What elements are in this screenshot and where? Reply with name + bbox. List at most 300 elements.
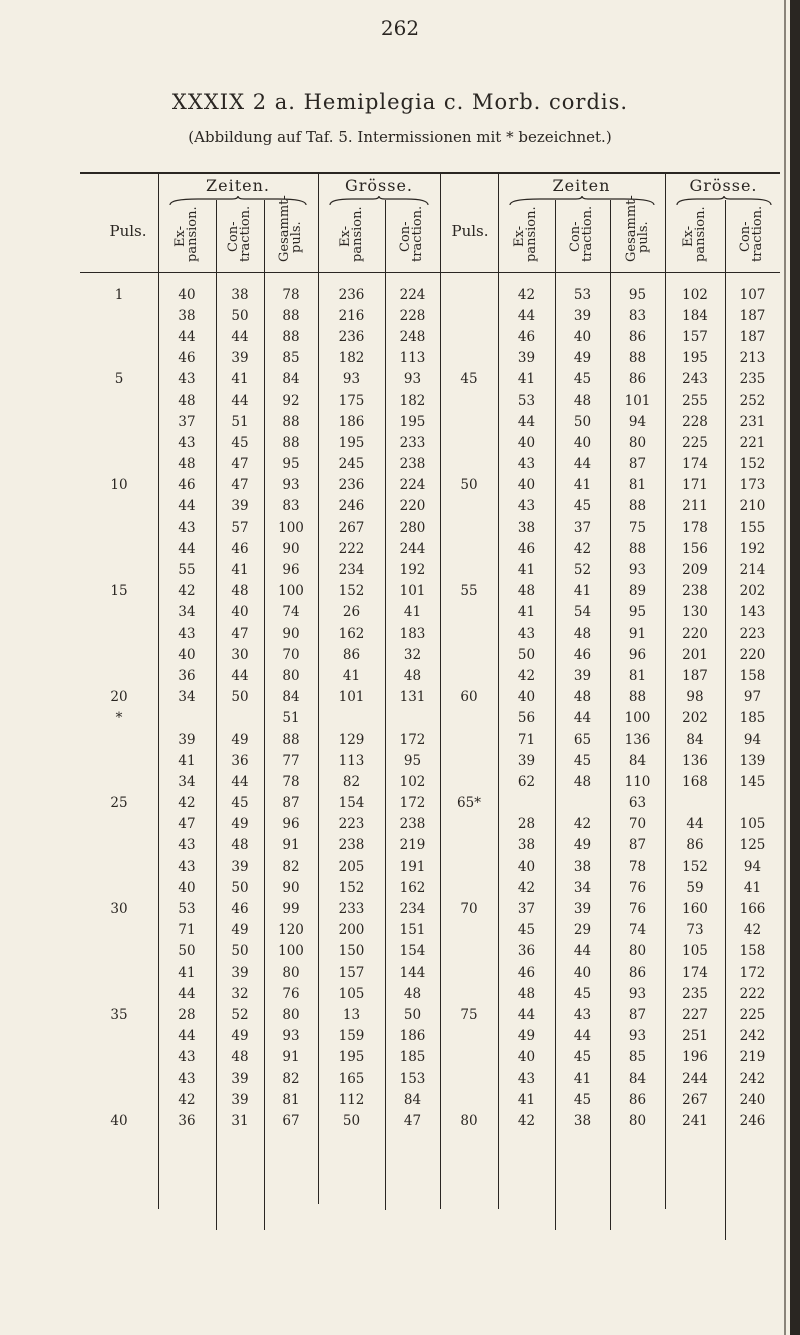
table-cell: 101: [338, 689, 365, 706]
table-row: [80, 920, 780, 941]
table-cell: 44: [178, 498, 196, 515]
puls-index-cell: 55: [460, 583, 478, 600]
puls-index-cell: [440, 729, 498, 750]
table-cell: 41: [517, 371, 536, 388]
puls-index-cell: [80, 877, 158, 898]
table-row: [80, 475, 780, 496]
table-cell: 80: [628, 1112, 647, 1129]
table-cell: 95: [403, 752, 422, 769]
table-cell: 267: [682, 1091, 708, 1108]
table-cell: 38: [517, 519, 536, 536]
table-cell: 49: [573, 350, 592, 367]
table-cell: 43: [517, 498, 536, 515]
table-cell: 96: [282, 562, 300, 579]
puls-index-cell: [440, 962, 498, 983]
table-cell: 44: [686, 816, 704, 833]
header-gesammtpuls: Gesammt- puls.: [277, 195, 304, 262]
table-cell: 195: [682, 350, 708, 367]
table-cell: 130: [682, 604, 708, 621]
table-row: [80, 793, 780, 814]
puls-index-cell: 70: [460, 901, 478, 918]
table-cell: 44: [517, 413, 536, 430]
table-cell: 174: [682, 964, 708, 981]
table-cell: 40: [517, 1049, 536, 1066]
header-groesse-left: Grösse.: [344, 176, 414, 195]
table-cell: 44: [231, 392, 249, 409]
table-cell: 172: [399, 795, 426, 812]
table-cell: 213: [739, 350, 766, 367]
table-cell: 86: [628, 328, 647, 345]
table-cell: 39: [573, 307, 592, 324]
puls-index-cell: [80, 496, 158, 517]
header-expansion: Ex- pansion.: [338, 206, 365, 262]
table-cell: 41: [178, 964, 196, 981]
table-cell: 48: [403, 667, 422, 684]
table-cell: 100: [278, 519, 304, 536]
table-cell: 166: [739, 901, 766, 918]
table-cell: 84: [403, 1091, 422, 1108]
table-cell: 51: [282, 710, 300, 727]
table-cell: 44: [573, 1028, 592, 1045]
table-cell: 154: [338, 795, 365, 812]
table-cell: 105: [682, 943, 708, 960]
table-cell: 47: [403, 1112, 422, 1129]
table-row: [80, 348, 780, 369]
puls-index-cell: [80, 411, 158, 432]
table-cell: 29: [573, 922, 592, 939]
table-row: [80, 454, 780, 475]
table-cell: 40: [573, 964, 592, 981]
table-cell: 96: [282, 816, 300, 833]
table-cell: 44: [517, 307, 536, 324]
table-cell: 102: [399, 773, 426, 790]
table-cell: 86: [628, 964, 647, 981]
table-cell: 246: [338, 498, 365, 515]
table-cell: 209: [682, 562, 708, 579]
puls-index-cell: [440, 538, 498, 559]
puls-index-cell: [80, 623, 158, 644]
table-cell: 184: [682, 307, 708, 324]
table-cell: 42: [573, 816, 592, 833]
table-cell: 81: [628, 477, 647, 494]
table-cell: 38: [178, 307, 196, 324]
table-cell: 175: [338, 392, 365, 409]
table-cell: 157: [682, 328, 708, 345]
puls-index-cell: [80, 538, 158, 559]
table-cell: 160: [682, 901, 708, 918]
table-cell: 183: [399, 625, 426, 642]
table-cell: 39: [231, 1070, 249, 1087]
table-cell: 242: [739, 1070, 766, 1087]
table-cell: 50: [342, 1112, 361, 1129]
table-cell: 43: [178, 371, 196, 388]
table-cell: 80: [628, 434, 647, 451]
table-cell: 182: [338, 350, 365, 367]
table-cell: 88: [628, 540, 647, 557]
puls-index-cell: *: [115, 710, 123, 727]
table-cell: 48: [517, 583, 536, 600]
table-cell: 153: [399, 1070, 426, 1087]
table-cell: 113: [338, 752, 365, 769]
table-row: [80, 602, 780, 623]
table-cell: 71: [517, 731, 536, 748]
table-cell: 165: [338, 1070, 365, 1087]
table-cell: 248: [399, 328, 426, 345]
table-cell: 88: [628, 350, 647, 367]
table-cell: 38: [573, 1112, 592, 1129]
table-cell: 39: [517, 350, 536, 367]
header-zeiten-right: Zeiten: [552, 176, 611, 195]
table-cell: 41: [573, 477, 592, 494]
table-cell: 84: [628, 1070, 647, 1087]
table-cell: 201: [682, 646, 708, 663]
table-cell: 41: [517, 604, 536, 621]
table-cell: 238: [682, 583, 708, 600]
puls-index-cell: [80, 559, 158, 580]
table-cell: 100: [624, 710, 651, 727]
table-cell: 48: [231, 1049, 249, 1066]
table-cell: 44: [231, 773, 249, 790]
table-cell: 40: [573, 434, 592, 451]
table-cell: 42: [517, 667, 536, 684]
table-cell: 44: [178, 1028, 196, 1045]
table-cell: 31: [231, 1112, 249, 1129]
table-cell: 216: [338, 307, 365, 324]
table-cell: 210: [739, 498, 766, 515]
table-cell: 50: [573, 413, 592, 430]
puls-index-cell: [440, 432, 498, 453]
table-cell: 192: [399, 562, 426, 579]
table-cell: [725, 793, 780, 814]
table-cell: 37: [178, 413, 196, 430]
table-cell: 49: [231, 731, 249, 748]
table-cell: [498, 793, 555, 814]
puls-index-cell: [440, 326, 498, 347]
table-cell: 202: [739, 583, 766, 600]
table-cell: 40: [517, 858, 536, 875]
table-cell: 90: [282, 540, 300, 557]
table-cell: [665, 793, 725, 814]
table-cell: 34: [573, 879, 592, 896]
table-cell: 144: [399, 964, 426, 981]
table-cell: 46: [517, 328, 536, 345]
table-cell: 42: [178, 1091, 196, 1108]
table-cell: 162: [338, 625, 365, 642]
puls-index-cell: [440, 1089, 498, 1110]
puls-index-cell: [440, 750, 498, 771]
puls-index-cell: [440, 877, 498, 898]
table-cell: 155: [739, 519, 766, 536]
puls-index-cell: [440, 983, 498, 1004]
table-cell: 238: [399, 816, 426, 833]
table-cell: 100: [278, 583, 304, 600]
puls-index-cell: [440, 411, 498, 432]
table-row: [80, 771, 780, 792]
table-cell: 41: [517, 562, 536, 579]
table-cell: 48: [231, 837, 249, 854]
table-cell: 100: [278, 943, 304, 960]
table-cell: 40: [178, 646, 196, 663]
table-cell: 178: [682, 519, 708, 536]
puls-index-cell: 1: [114, 286, 124, 303]
table-cell: 186: [399, 1028, 426, 1045]
table-cell: 236: [338, 286, 365, 303]
header-puls-left: Puls.: [109, 222, 147, 240]
table-cell: 158: [739, 943, 766, 960]
header-contraction: Con- traction.: [738, 205, 765, 262]
table-cell: 159: [338, 1028, 365, 1045]
table-row: [80, 581, 780, 602]
table-row: [80, 538, 780, 559]
table-cell: 101: [399, 583, 426, 600]
table-cell: 43: [517, 456, 536, 473]
table-cell: 56: [517, 710, 536, 727]
table-cell: 62: [517, 773, 536, 790]
table-row: [80, 390, 780, 411]
table-cell: 49: [573, 837, 592, 854]
page-edge: [790, 0, 800, 1335]
table-cell: 46: [231, 540, 249, 557]
table-cell: 53: [573, 286, 592, 303]
table-row: [80, 1068, 780, 1089]
table-row: [80, 941, 780, 962]
table-row: [80, 856, 780, 877]
puls-index-cell: [80, 305, 158, 326]
table-cell: 228: [682, 413, 708, 430]
table-cell: 44: [178, 985, 196, 1002]
table-cell: 42: [573, 540, 592, 557]
table-cell: 45: [573, 498, 592, 515]
table-cell: 240: [739, 1091, 766, 1108]
table-cell: 221: [739, 434, 766, 451]
table-cell: [555, 793, 610, 814]
table-cell: 131: [399, 689, 426, 706]
table-cell: 39: [573, 901, 592, 918]
table-cell: 50: [231, 879, 249, 896]
table-row: [80, 877, 780, 898]
puls-index-cell: 45: [460, 371, 478, 388]
table-cell: 70: [628, 816, 647, 833]
table-row: [80, 559, 780, 580]
table-cell: 171: [682, 477, 708, 494]
table-cell: 91: [628, 625, 647, 642]
puls-index-cell: 65*: [457, 795, 481, 812]
table-cell: 187: [682, 667, 708, 684]
puls-index-cell: [440, 708, 498, 729]
header-expansion: Ex- pansion.: [173, 206, 200, 262]
table-cell: 238: [399, 456, 426, 473]
table-cell: 93: [282, 477, 300, 494]
table-cell: 162: [399, 879, 426, 896]
table-cell: 39: [178, 731, 196, 748]
table-cell: 47: [231, 625, 249, 642]
table-cell: 158: [739, 667, 766, 684]
table-cell: 48: [573, 689, 592, 706]
table-cell: 13: [342, 1006, 361, 1023]
table-cell: 219: [739, 1049, 766, 1066]
header-brace: [675, 196, 773, 206]
table-row: [80, 411, 780, 432]
page-edge-shadow: [784, 0, 786, 1335]
table-cell: 88: [282, 434, 300, 451]
table-cell: 125: [739, 837, 766, 854]
table-cell: 172: [399, 731, 426, 748]
table-cell: 39: [573, 667, 592, 684]
table-cell: 43: [178, 625, 196, 642]
table-cell: 255: [682, 392, 708, 409]
table-cell: 93: [342, 371, 361, 388]
puls-index-cell: [80, 348, 158, 369]
table-cell: 93: [628, 1028, 647, 1045]
table-cell: 192: [739, 540, 766, 557]
table-cell: 49: [231, 922, 249, 939]
table-cell: 40: [178, 879, 196, 896]
table-cell: 57: [231, 519, 249, 536]
table-cell: 224: [399, 477, 426, 494]
table-cell: 49: [517, 1028, 536, 1045]
puls-index-cell: 50: [460, 477, 478, 494]
table-cell: 172: [739, 964, 766, 981]
table-cell: 97: [743, 689, 762, 706]
table-cell: 225: [682, 434, 708, 451]
table-cell: 41: [403, 604, 422, 621]
table-cell: 174: [682, 456, 708, 473]
puls-index-cell: [440, 1068, 498, 1089]
header-expansion: Ex- pansion.: [512, 206, 539, 262]
table-cell: 52: [231, 1006, 249, 1023]
table-cell: 214: [739, 562, 766, 579]
table-cell: 50: [231, 943, 249, 960]
table-cell: 37: [573, 519, 592, 536]
table-top-rule: [80, 172, 780, 174]
table-cell: 45: [573, 1091, 592, 1108]
table-cell: 74: [628, 922, 647, 939]
table-cell: 238: [338, 837, 365, 854]
table-cell: 41: [231, 562, 249, 579]
table-cell: 154: [399, 943, 426, 960]
table-cell: 88: [282, 307, 300, 324]
table-cell: [216, 708, 264, 729]
table-cell: 267: [338, 519, 365, 536]
table-row: [80, 835, 780, 856]
puls-index-cell: [80, 835, 158, 856]
puls-index-cell: 35: [110, 1006, 128, 1023]
table-cell: 84: [686, 731, 704, 748]
table-cell: 40: [517, 434, 536, 451]
table-cell: 196: [682, 1049, 708, 1066]
table-cell: 40: [517, 689, 536, 706]
table-cell: 95: [628, 604, 647, 621]
table-cell: 36: [517, 943, 536, 960]
puls-index-cell: [440, 665, 498, 686]
table-cell: 88: [628, 498, 647, 515]
table-cell: 43: [517, 625, 536, 642]
table-cell: 43: [178, 434, 196, 451]
table-cell: 87: [628, 1006, 647, 1023]
table-cell: 182: [399, 392, 426, 409]
puls-index-cell: [440, 771, 498, 792]
table-cell: 48: [403, 985, 422, 1002]
table-cell: 251: [682, 1028, 708, 1045]
table-cell: 41: [231, 371, 249, 388]
table-cell: 220: [399, 498, 426, 515]
puls-index-cell: [80, 665, 158, 686]
table-cell: 87: [628, 456, 647, 473]
puls-index-cell: [80, 326, 158, 347]
table-cell: 86: [628, 371, 647, 388]
table-cell: 50: [403, 1006, 422, 1023]
table-cell: 39: [231, 350, 249, 367]
header-brace: [328, 196, 430, 206]
table-cell: 39: [231, 1091, 249, 1108]
table-cell: 81: [282, 1091, 300, 1108]
table-cell: 120: [278, 922, 304, 939]
table-cell: 110: [624, 773, 651, 790]
table-row: [80, 1110, 780, 1131]
table-cell: 47: [231, 477, 249, 494]
table-cell: 39: [231, 858, 249, 875]
table-cell: 65: [573, 731, 592, 748]
table-cell: 93: [403, 371, 422, 388]
table-cell: 45: [573, 371, 592, 388]
puls-index-cell: [80, 814, 158, 835]
table-cell: 41: [342, 667, 361, 684]
puls-index-cell: [80, 390, 158, 411]
table-row: [80, 708, 780, 729]
table-cell: 51: [231, 413, 249, 430]
puls-index-cell: [440, 920, 498, 941]
table-cell: 75: [628, 519, 647, 536]
table-cell: 241: [682, 1112, 708, 1129]
table-cell: 233: [338, 901, 365, 918]
table-cell: 102: [682, 286, 708, 303]
table-cell: 87: [282, 795, 300, 812]
table-cell: 243: [682, 371, 708, 388]
table-cell: 52: [573, 562, 592, 579]
table-cell: 43: [178, 837, 196, 854]
table-cell: 76: [282, 985, 300, 1002]
table-cell: 34: [178, 689, 196, 706]
table-row: [80, 687, 780, 708]
table-cell: 168: [682, 773, 708, 790]
table-cell: 44: [573, 710, 592, 727]
table-row: [80, 1004, 780, 1025]
table-cell: 89: [628, 583, 647, 600]
table-cell: 186: [338, 413, 365, 430]
header-contraction: Con- traction.: [398, 205, 425, 262]
puls-index-cell: [80, 517, 158, 538]
table-cell: 28: [517, 816, 536, 833]
table-cell: 219: [399, 837, 426, 854]
puls-index-cell: 10: [110, 477, 128, 494]
page-title: XXXIX 2 a. Hemiplegia c. Morb. cordis.: [171, 90, 629, 114]
table-cell: 45: [573, 752, 592, 769]
table-cell: 98: [686, 689, 704, 706]
header-expansion: Ex- pansion.: [681, 206, 708, 262]
table-row: [80, 1089, 780, 1110]
table-cell: 43: [178, 858, 196, 875]
table-cell: 242: [739, 1028, 766, 1045]
table-cell: 191: [399, 858, 426, 875]
table-cell: 84: [282, 689, 300, 706]
table-row: [80, 326, 780, 347]
puls-index-cell: [440, 856, 498, 877]
table-cell: 225: [739, 1006, 766, 1023]
table-cell: 42: [517, 1112, 536, 1129]
table-cell: 40: [231, 604, 249, 621]
table-cell: 157: [338, 964, 365, 981]
table-cell: 32: [403, 646, 422, 663]
